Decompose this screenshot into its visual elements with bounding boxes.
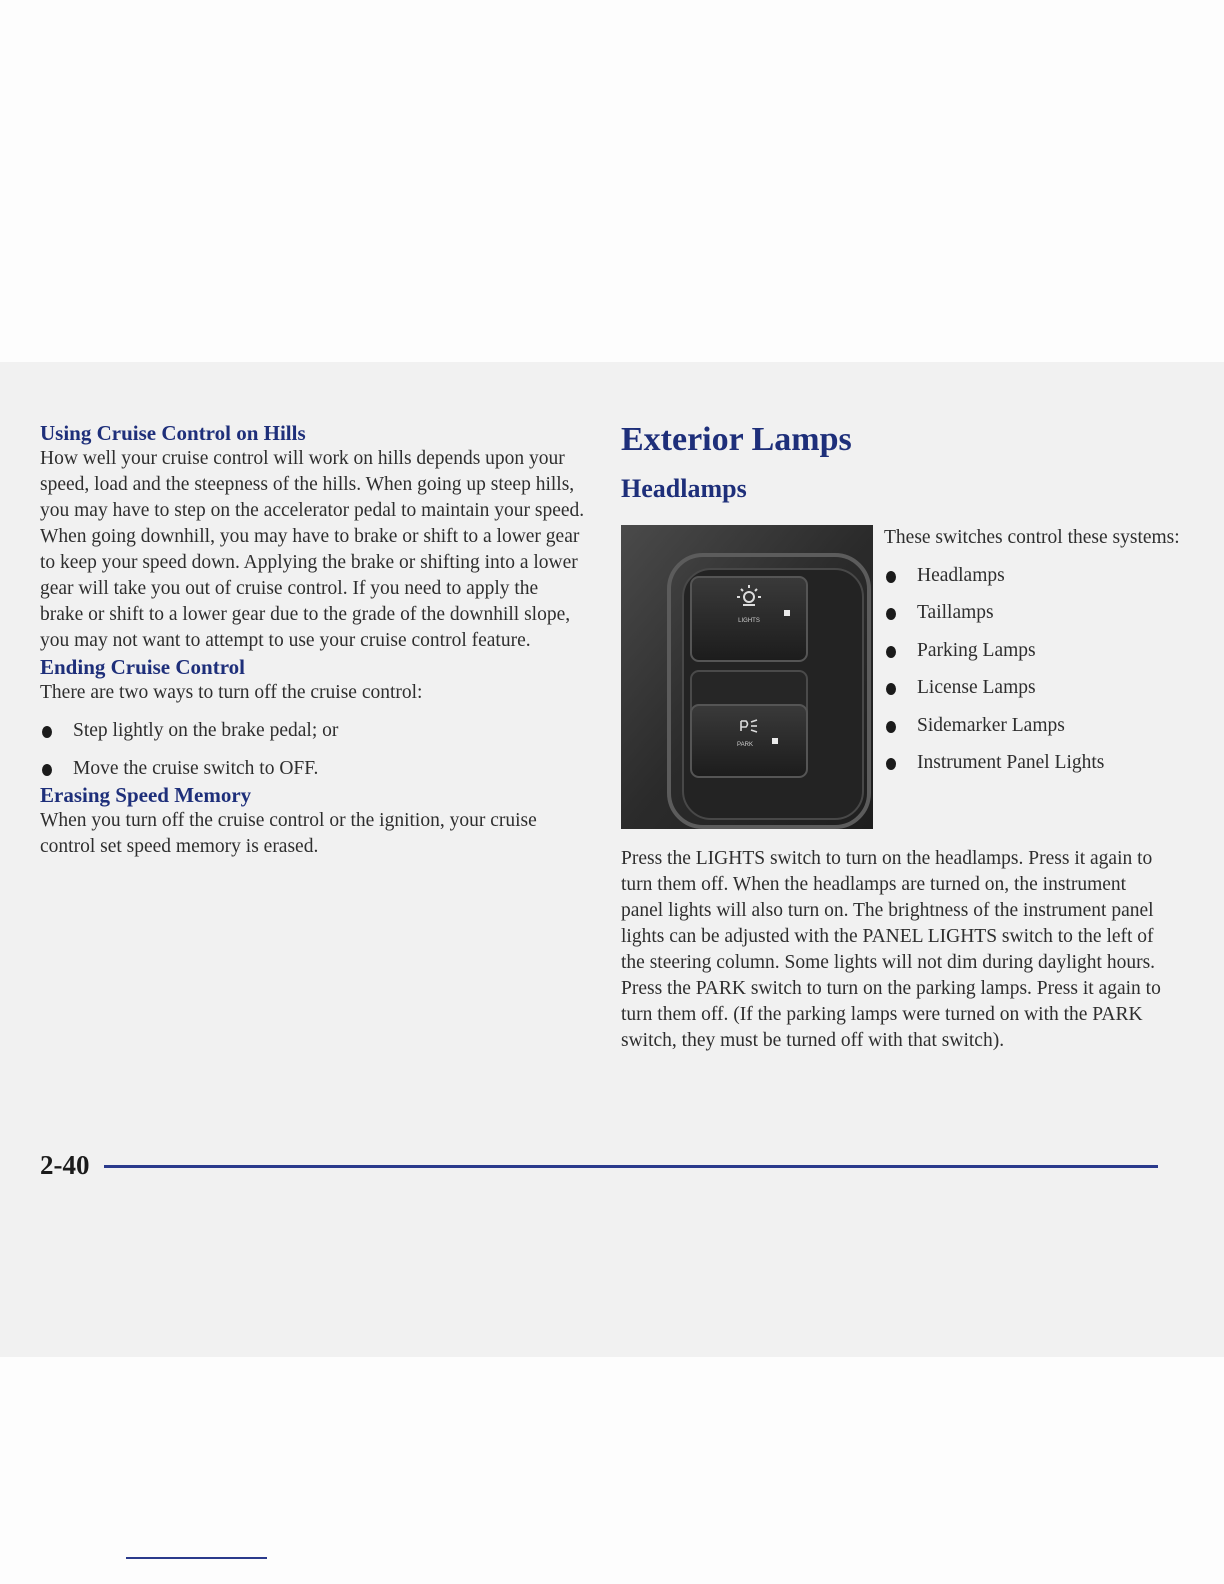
- bullet-icon: [42, 726, 52, 738]
- bullet-icon: [886, 683, 896, 695]
- left-column: [40, 420, 585, 860]
- list-item: [884, 713, 1184, 739]
- section-title: Headlamps: [621, 474, 747, 503]
- erasing-memory-body: When you turn off the cruise control or the ignition, your cruise control set speed memory is erased.: [40, 810, 537, 857]
- bottom-divider: [126, 1557, 267, 1559]
- page-title: Exterior Lamps: [621, 421, 852, 458]
- list-item: [884, 563, 1184, 589]
- page-number: 2-40: [40, 1150, 90, 1180]
- list-item-text: Move the cruise switch to OFF.: [73, 758, 319, 779]
- ending-cruise-intro: There are two ways to turn off the cruise control:: [40, 682, 423, 703]
- footer-rule: [104, 1165, 1158, 1168]
- cruise-hills-heading: Using Cruise Control on Hills: [40, 421, 306, 445]
- bullet-icon: [886, 758, 896, 770]
- list-item-text: Instrument Panel Lights: [917, 752, 1105, 773]
- park-switch-label: PARK: [737, 742, 753, 748]
- bullet-icon: [886, 571, 896, 583]
- bullet-icon: [886, 721, 896, 733]
- list-item: [884, 675, 1184, 701]
- list-item: [884, 638, 1184, 664]
- list-item-text: Step lightly on the brake pedal; or: [73, 720, 339, 741]
- list-item: [40, 718, 585, 744]
- lights-switch-label: LIGHTS: [738, 618, 760, 624]
- list-item: [40, 756, 585, 782]
- switches-intro: These switches control these systems:: [884, 527, 1180, 548]
- bullet-icon: [886, 646, 896, 658]
- bullet-icon: [886, 608, 896, 620]
- bullet-icon: [42, 764, 52, 776]
- list-item-text: License Lamps: [917, 677, 1036, 698]
- headlamp-switch-photo: [621, 525, 873, 829]
- list-item-text: Sidemarker Lamps: [917, 714, 1065, 736]
- list-item: [884, 600, 1184, 626]
- list-item-text: Parking Lamps: [917, 639, 1036, 661]
- list-item-text: Headlamps: [917, 564, 1005, 586]
- cruise-hills-body: How well your cruise control will work on hills depends upon your speed, load and the steepness of the hills. When going up steep hills, you may have to step on the accelerator pedal to maintain your speed. When going downhill, you may have to brake or shift to a lower gear to keep your speed down. Applying the brake or shifting into a lower gear will take you out of cruise control. If you need to apply the brake or shift to a lower gear due to the grade of the downhill slope, you may not want to attempt to use your cruise control feature.: [40, 448, 585, 651]
- lights-indicator: [784, 610, 790, 616]
- ending-cruise-heading: Ending Cruise Control: [40, 655, 245, 679]
- park-indicator: [772, 738, 778, 744]
- park-switch-paragraph: Press the PARK switch to turn on the parking lamps. Press it again to turn them off. (If the parking lamps were turned on with the PARK switch, they must be turned off with that switch).: [621, 978, 1161, 1051]
- systems-list: [884, 563, 1184, 777]
- headlamp-instructions: [621, 846, 1166, 1054]
- switches-intro-block: [884, 525, 1184, 776]
- lights-switch-paragraph: Press the LIGHTS switch to turn on the headlamps. Press it again to turn them off. When the headlamps are turned on, the instrument panel lights will also turn on. The brightness of the instrument panel lights can be adjusted with the PANEL LIGHTS switch to the left of the steering column. Some lights will not dim during daylight hours.: [621, 848, 1156, 973]
- list-item: [884, 750, 1184, 776]
- right-column-headings: [621, 418, 1166, 506]
- ending-cruise-list: [40, 718, 585, 782]
- erasing-memory-heading: Erasing Speed Memory: [40, 783, 252, 807]
- list-item-text: Taillamps: [917, 602, 994, 623]
